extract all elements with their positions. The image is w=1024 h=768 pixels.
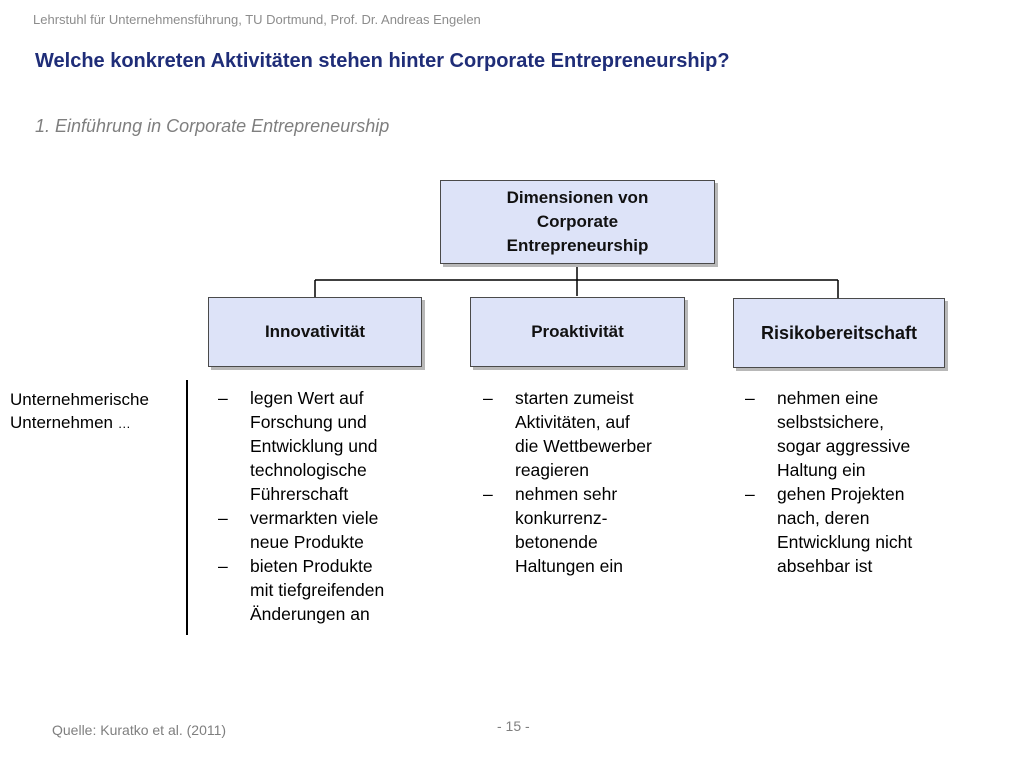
bullet-line: nach, deren [777, 508, 870, 528]
bullet-line: nehmen eine [777, 388, 879, 408]
dimension-box-proaktivitaet [470, 297, 685, 367]
bullet-dash: – [483, 388, 493, 408]
row-label-ellipsis: … [117, 416, 131, 431]
bullet-dash: – [745, 484, 755, 504]
bullet-line: neue Produkte [250, 532, 364, 552]
bullet-item [745, 482, 975, 578]
bullet-line: Haltung ein [777, 460, 866, 480]
bullet-line: mit tiefgreifenden [250, 580, 385, 600]
bullet-line: bieten Produkte [250, 556, 373, 576]
slide-subtitle: 1. Einführung in Corporate Entrepreneurship [35, 116, 390, 136]
root-dimension-box [440, 180, 715, 264]
row-label-line: Unternehmerische [10, 390, 149, 409]
bullet-line: reagieren [515, 460, 589, 480]
bullet-line: gehen Projekten [777, 484, 905, 504]
root-box-line: Entrepreneurship [506, 236, 649, 255]
bullets-proaktivitaet [483, 386, 703, 578]
bullet-dash: – [218, 508, 228, 528]
bullet-line: legen Wert auf [250, 388, 364, 408]
bullet-item [218, 386, 428, 506]
bullet-line: vermarkten viele [250, 508, 379, 528]
bullet-item [483, 482, 703, 578]
bullet-line: Entwicklung nicht [777, 532, 913, 552]
row-divider-line [186, 380, 188, 635]
bullet-item [218, 554, 428, 626]
page-number: - 15 - [497, 718, 530, 734]
bullet-item [745, 386, 975, 482]
bullet-line: absehbar ist [777, 556, 873, 576]
bullet-line: Aktivitäten, auf [515, 412, 630, 432]
row-label [10, 388, 149, 435]
bullet-line: Führerschaft [250, 484, 349, 504]
bullet-line: Entwicklung und [250, 436, 378, 456]
root-box-line: Corporate [536, 212, 619, 231]
bullet-line: Forschung und [250, 412, 367, 432]
dimension-box-risikobereitschaft [733, 298, 945, 368]
source-citation: Quelle: Kuratko et al. (2011) [52, 722, 227, 738]
bullets-innovativitaet [218, 386, 428, 626]
dimension-box-innovativitaet [208, 297, 422, 367]
root-box-line: Dimensionen von [506, 188, 649, 207]
bullet-line: selbstsichere, [777, 412, 884, 432]
bullet-dash: – [745, 388, 755, 408]
bullet-line: konkurrenz- [515, 508, 608, 528]
bullet-line: Änderungen an [250, 604, 370, 624]
bullet-item [483, 386, 703, 482]
bullet-line: nehmen sehr [515, 484, 618, 504]
slide-title: Welche konkreten Aktivitäten stehen hinter Corporate Entrepreneurship? [35, 50, 730, 72]
bullet-item [218, 506, 428, 554]
row-label-text: Unternehmen [10, 413, 114, 432]
bullet-line: betonende [515, 532, 598, 552]
bullet-line: starten zumeist [515, 388, 634, 408]
institution-header: Lehrstuhl für Unternehmensführung, TU Dortmund, Prof. Dr. Andreas Engelen [33, 12, 481, 27]
bullet-dash: – [218, 556, 228, 576]
bullet-dash: – [483, 484, 493, 504]
bullet-line: Haltungen ein [515, 556, 623, 576]
dimension-label: Innovativität [264, 322, 366, 341]
dimension-label: Proaktivität [531, 322, 624, 341]
row-label-line [10, 411, 149, 435]
bullet-dash: – [218, 388, 228, 408]
bullet-line: die Wettbewerber [515, 436, 652, 456]
bullets-risikobereitschaft [745, 386, 975, 578]
dimension-label: Risikobereitschaft [760, 323, 918, 343]
bullet-line: technologische [250, 460, 367, 480]
bullet-line: sogar aggressive [777, 436, 911, 456]
